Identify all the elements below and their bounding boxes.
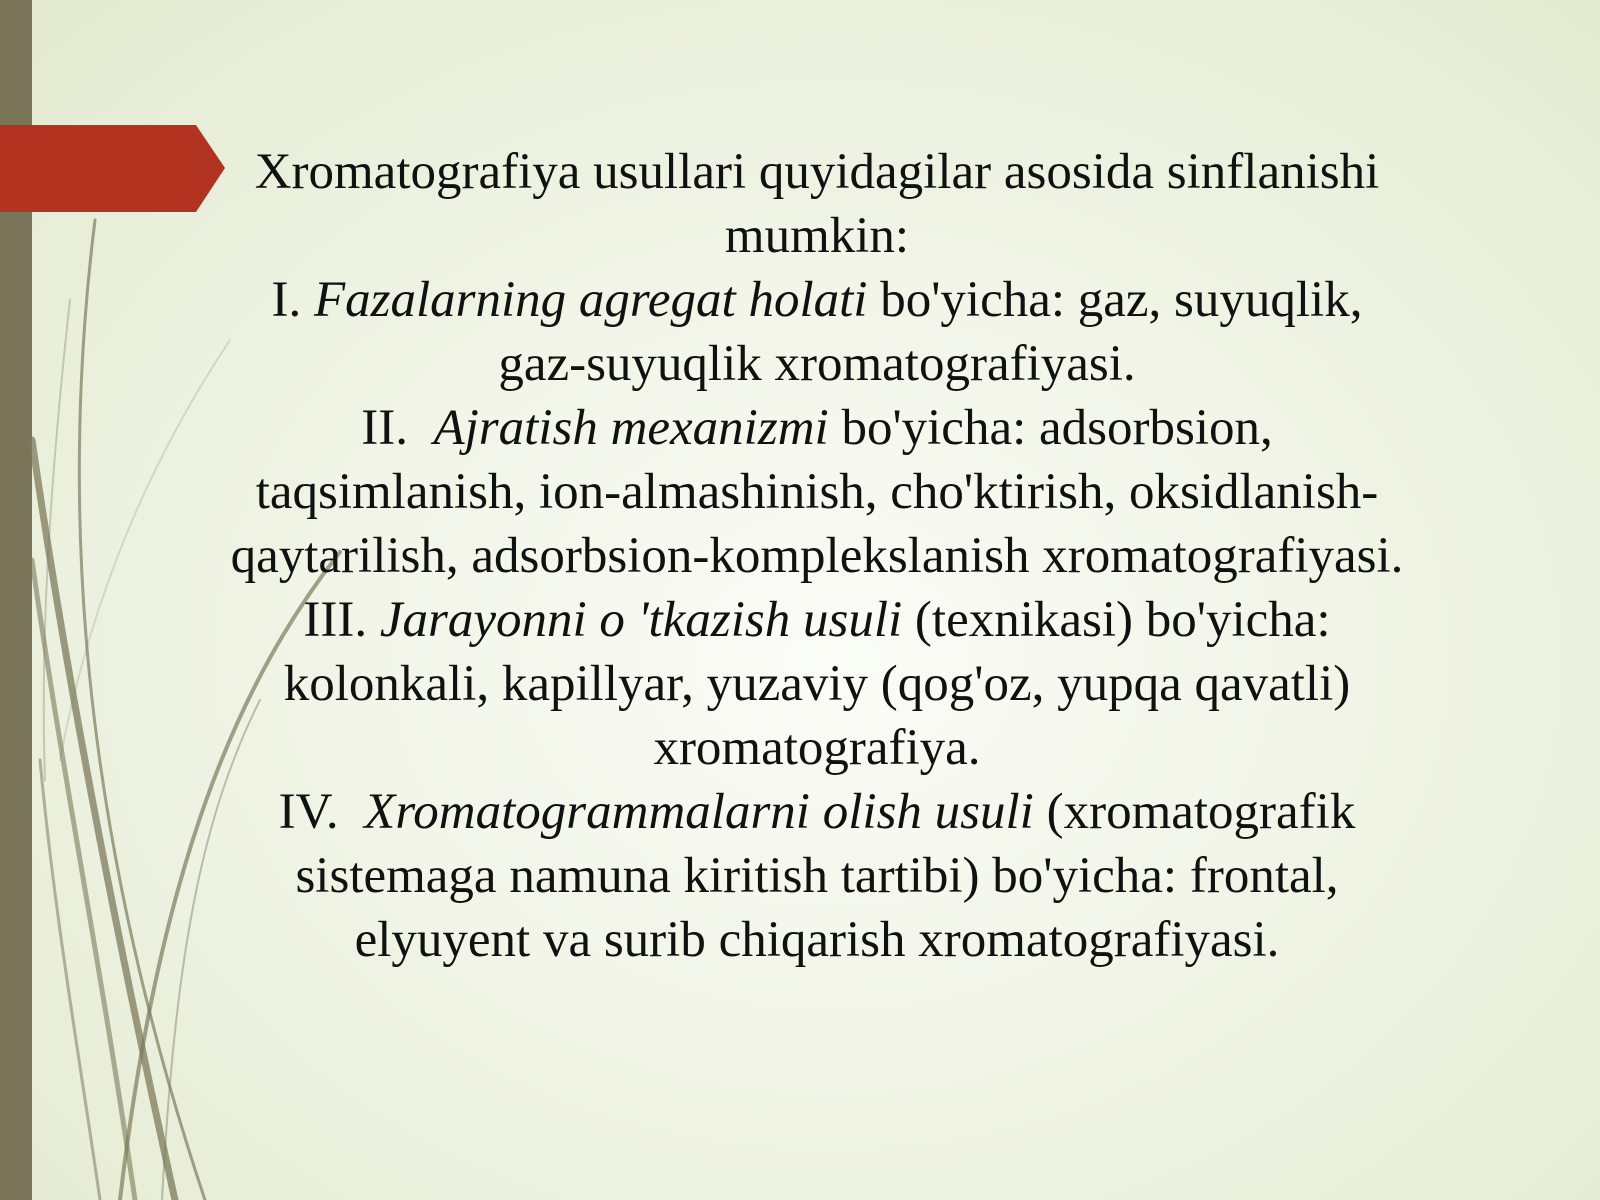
red-arrow-banner	[0, 125, 225, 212]
item-numeral: III.	[303, 592, 368, 648]
stem-line	[32, 440, 175, 1200]
slide-body	[222, 140, 1412, 972]
list-item	[222, 780, 1412, 972]
slide-intro: Xromatografiya usullari quyidagilar asosida sinflanishi mumkin:	[254, 144, 1380, 264]
item-text: (texnikasi) bo'yicha: kolonkali, kapillyar, yuzaviy (qog'oz, yupqa qavatli) xromatografiya.	[283, 592, 1351, 776]
item-text: (xromatografik sistemaga namuna kiritish tartibi) bo'yicha: frontal, elyuyent va surib chiqarish xromatografiyasi.	[295, 784, 1356, 968]
item-topic: Xromatogrammalarni olish usuli	[364, 784, 1034, 840]
item-topic: Fazalarning agregat holati	[314, 272, 868, 328]
list-item	[222, 268, 1412, 396]
item-topic: Jarayonni o 'tkazish usuli	[379, 592, 903, 648]
item-numeral: IV.	[278, 784, 339, 840]
item-topic: Ajratish mexanizmi	[433, 400, 829, 456]
list-item	[222, 396, 1412, 588]
list-item	[222, 588, 1412, 780]
item-numeral: II.	[361, 400, 408, 456]
stem-line	[60, 340, 230, 760]
item-text: bo'yicha: gaz, suyuqlik, gaz-suyuqlik xromatografiyasi.	[498, 272, 1363, 392]
stem-line	[40, 760, 100, 1200]
item-numeral: I.	[271, 272, 302, 328]
item-text: bo'yicha: adsorbsion, taqsimlanish, ion-almashinish, cho'ktirish, oksidlanish-qaytarilish, adsorbsion-komplekslanish xromatografiyasi.	[230, 400, 1404, 584]
